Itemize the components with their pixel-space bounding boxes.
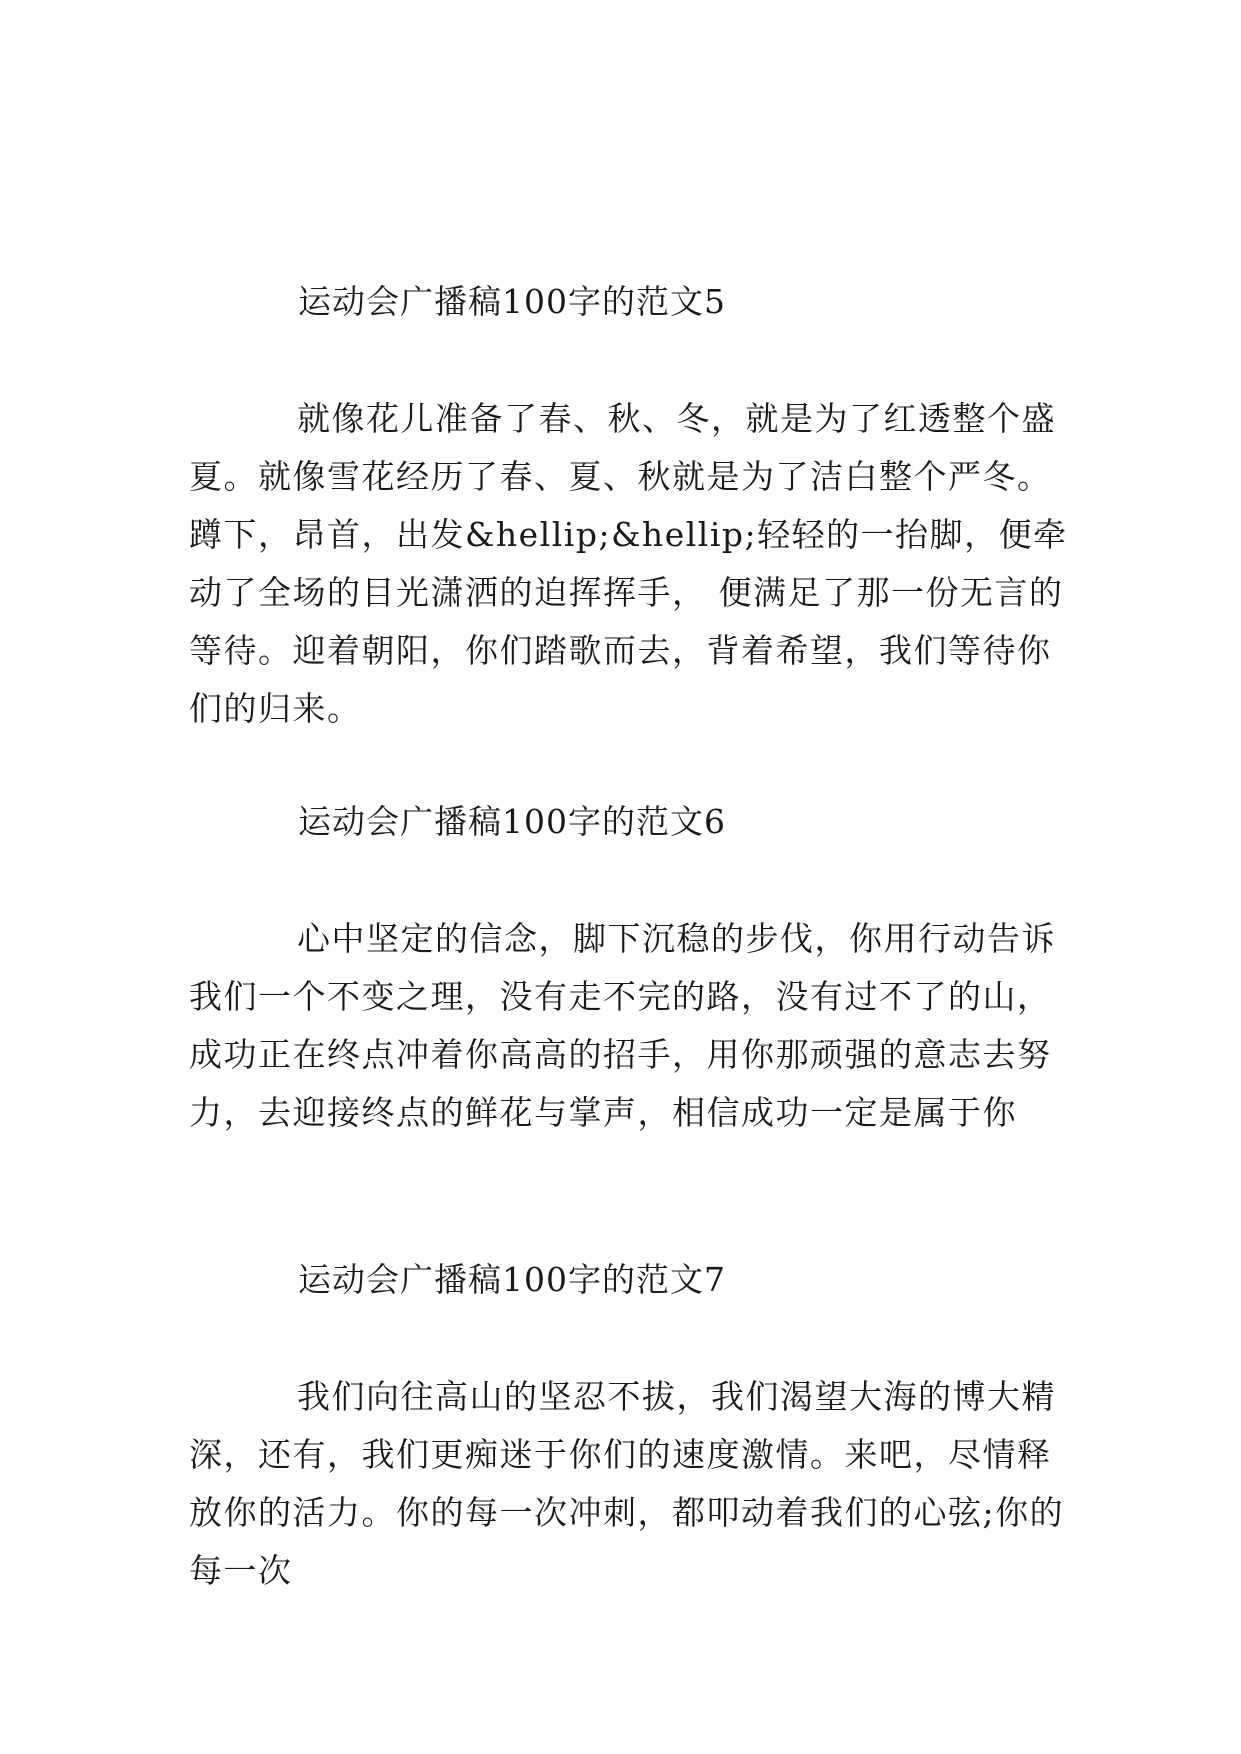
section-body-5: 就像花儿准备了春、秋、冬，就是为了红透整个盛夏。就像雪花经历了春、夏、秋就是为了洁白整个严冬。蹲下，昂首，出发&hellip;&hellip;轻轻的一抬脚，便牵动了全场的目光潇洒的迫挥挥手， 便满足了那一份无言的等待。迎着朝阳，你们踏歌而去，背着希望，我们等待你们的归来。 xyxy=(189,399,1068,728)
section-heading-7: 运动会广播稿100字的范文7 xyxy=(298,1260,726,1299)
section-heading-6: 运动会广播稿100字的范文6 xyxy=(298,802,726,841)
section-heading-5: 运动会广播稿100字的范文5 xyxy=(298,282,726,321)
section-body-7: 我们向往高山的坚忍不拔，我们渴望大海的博大精深，还有，我们更痴迷于你们的速度激情。来吧，尽情释放你的活力。你的每一次冲刺，都叩动着我们的心弦;你的每一次 xyxy=(189,1377,1065,1590)
section-body-6: 心中坚定的信念，脚下沉稳的步伐，你用行动告诉我们一个不变之理，没有走不完的路，没有过不了的山，成功正在终点冲着你高高的招手，用你那顽强的意志去努力，去迎接终点的鲜花与掌声，相信成功一定是属于你 xyxy=(189,919,1056,1132)
